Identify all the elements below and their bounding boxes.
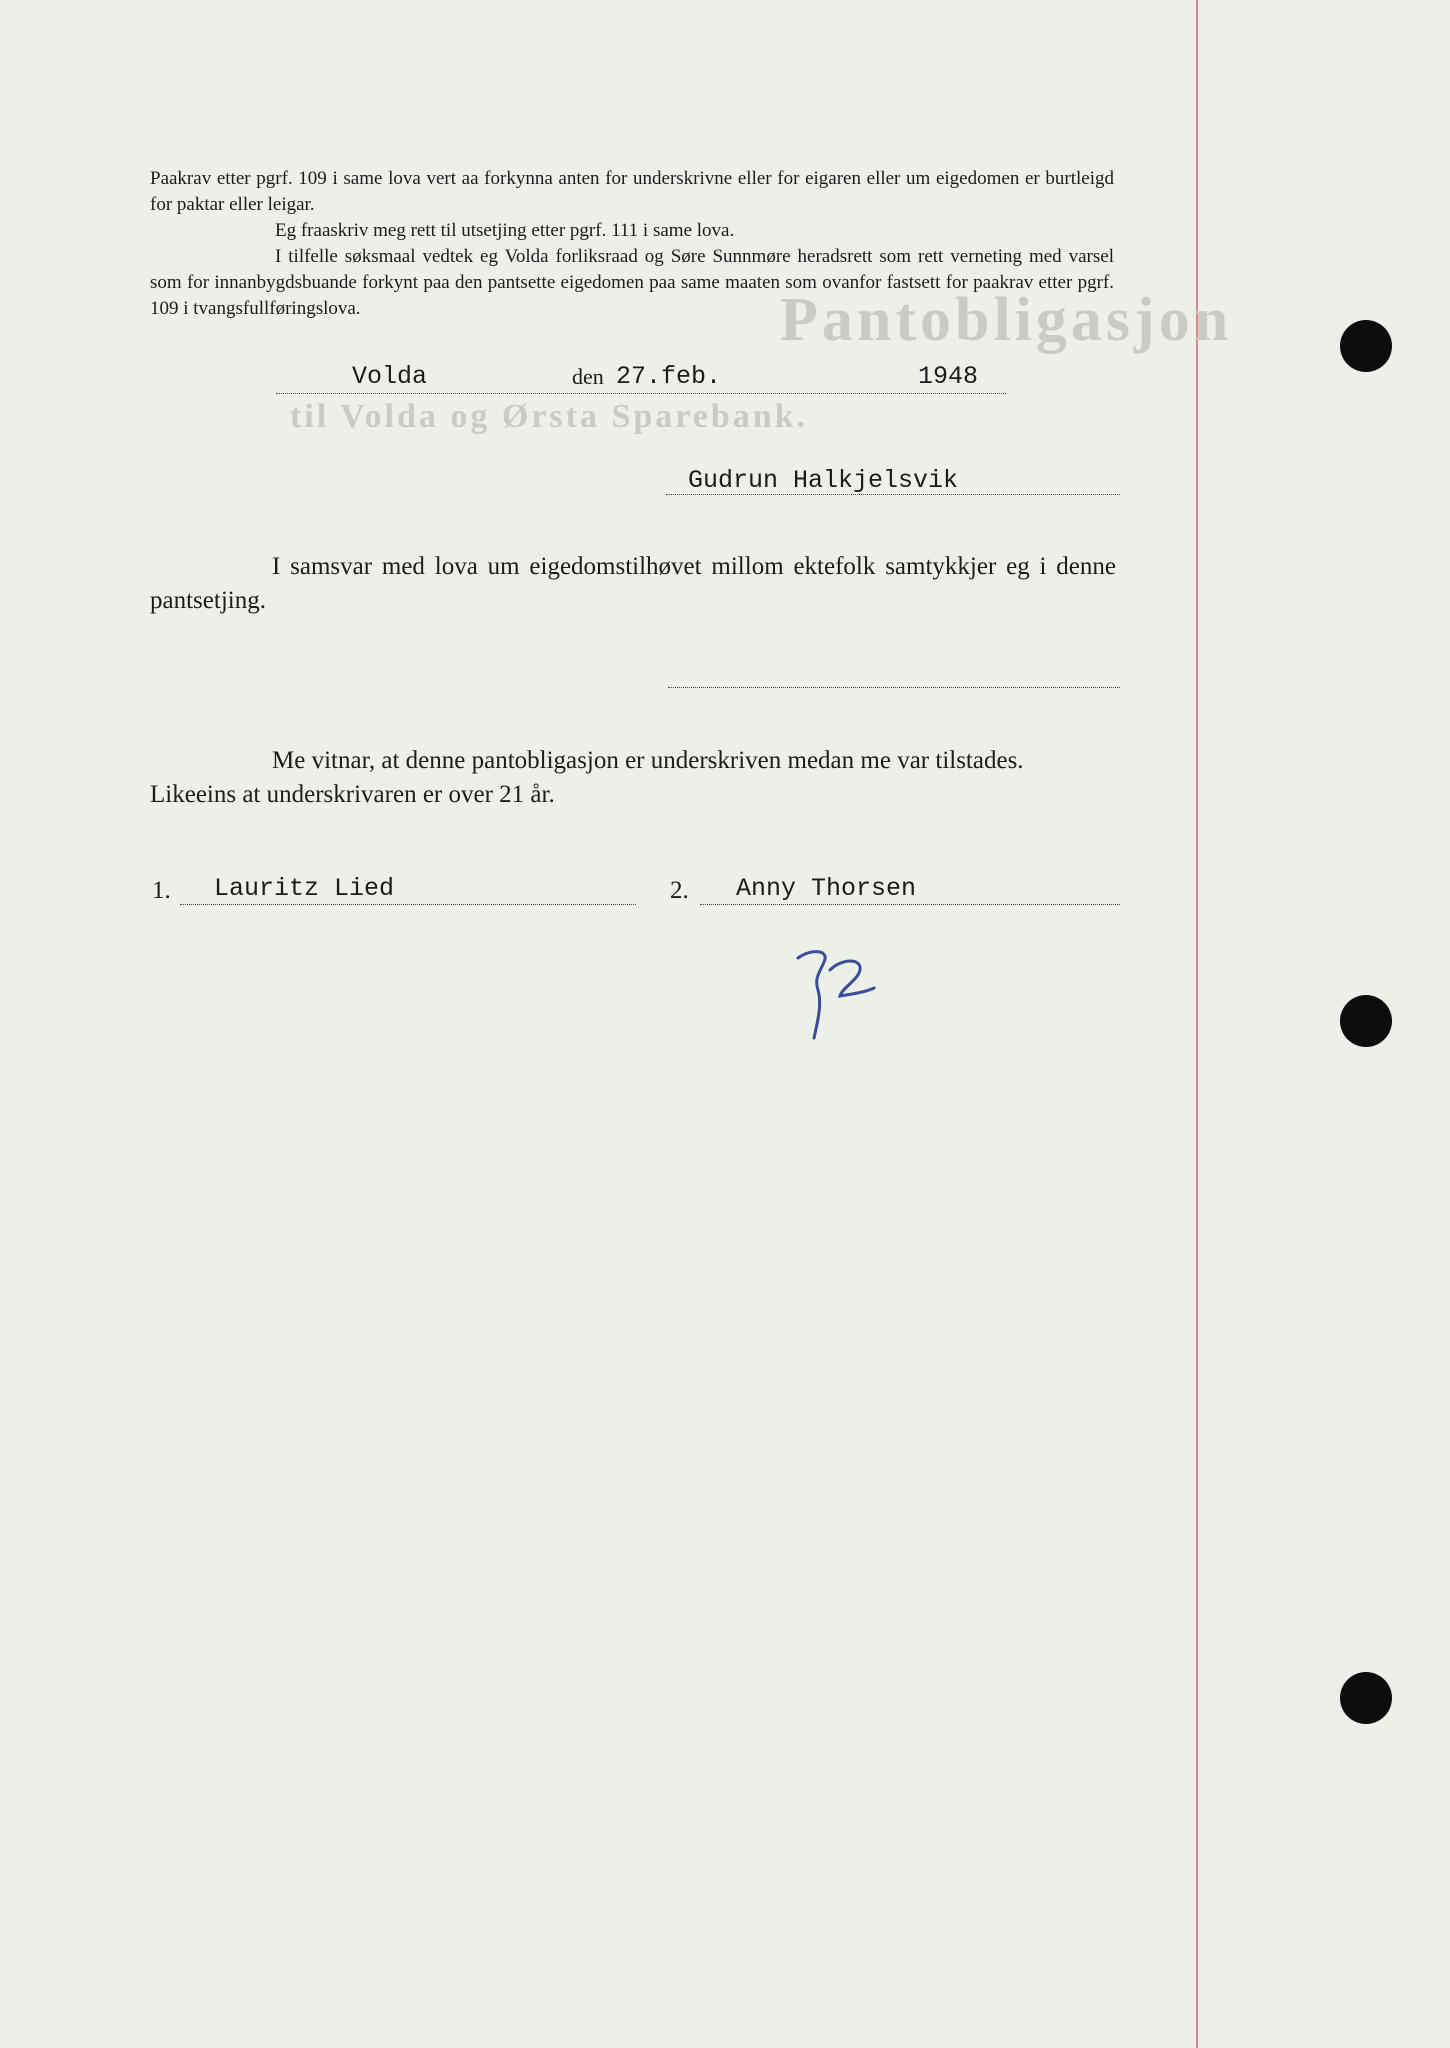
- witness-statement-line-2: Likeeins at underskrivaren er over 21 år.: [150, 781, 555, 808]
- consent-signature-line: [668, 687, 1120, 688]
- dateline-date: 27.feb.: [616, 362, 722, 391]
- dateline-year: 1948: [918, 362, 979, 391]
- dateline-den-label: den: [572, 364, 604, 389]
- punch-hole: [1340, 1672, 1392, 1724]
- witness-1-line: [180, 904, 636, 905]
- witness-statement-line-1: Me vitnar, at denne pantobligasjon er underskriven medan me var tilstades.: [272, 747, 1024, 774]
- clause-paragraph-2: Eg fraaskriv meg rett til utsetjing etter pgrf. 111 i same lova.: [275, 220, 735, 241]
- bleed-through-title: Pantobligasjon: [780, 286, 1233, 354]
- signature-line: [666, 494, 1120, 495]
- dateline-place: Volda: [352, 362, 428, 391]
- spouse-consent: I samsvar med lova um eigedomstilhøvet millom ektefolk samtykkjer eg i denne pantsetjing.: [150, 553, 1116, 614]
- handwritten-initials-mark: [790, 940, 880, 1050]
- witness-1-name: Lauritz Lied: [214, 874, 395, 903]
- dateline-rule: [276, 393, 1006, 394]
- witness-1-number: 1.: [152, 877, 171, 904]
- signatory-name: Gudrun Halkjelsvik: [688, 466, 959, 495]
- bleed-through-text: [150, 1345, 1130, 1865]
- witness-2-line: [700, 904, 1120, 905]
- witness-2-name: Anny Thorsen: [736, 874, 917, 903]
- punch-hole: [1340, 320, 1392, 372]
- clause-paragraph-1: Paakrav etter pgrf. 109 i same lova vert aa forkynna anten for underskrivne eller for eigaren eller um eigedomen er burtleigd for paktar eller leigar.: [150, 168, 1114, 215]
- clause-paragraph-3: I tilfelle søksmaal vedtek eg Volda forliksraad og Søre Sunnmøre heradsrett som rett verneting med varsel som for innanbygdsbuande forkynt paa den pantsette eigedomen paa same maaten som ovanfor fastsett for paakrav etter pgrf. 109 i tvangsfullføringslova.: [150, 246, 1114, 319]
- punch-hole: [1340, 995, 1392, 1047]
- witness-2-number: 2.: [670, 877, 689, 904]
- bleed-through-subtitle: til Volda og Ørsta Sparebank.: [290, 398, 809, 435]
